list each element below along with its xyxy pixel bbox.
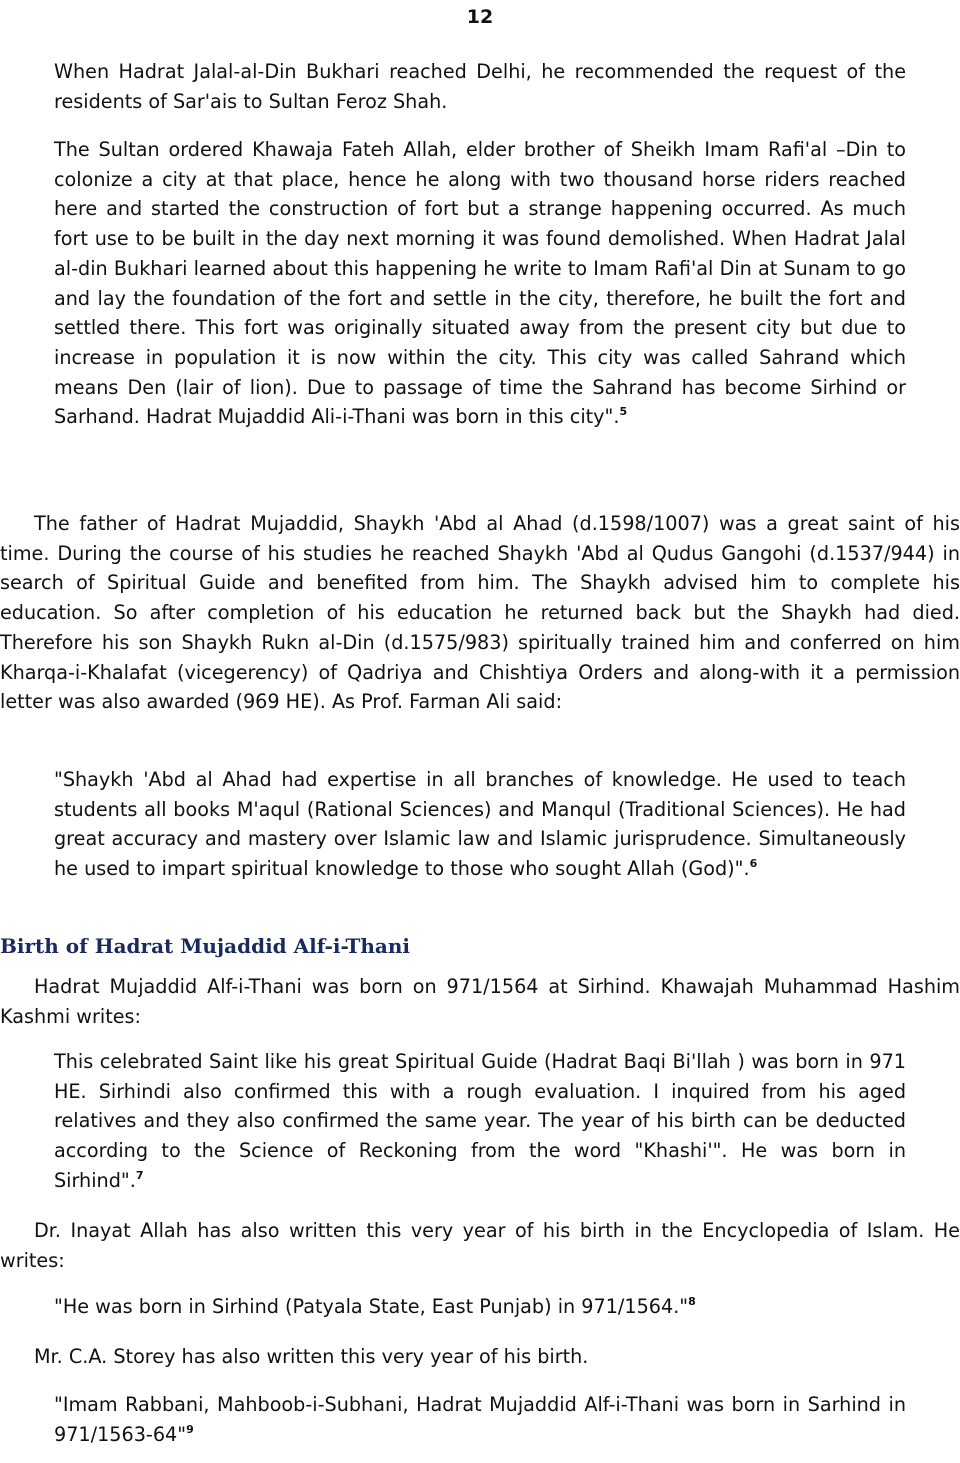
paragraph-birth xyxy=(0,972,960,1031)
quote-block-storey xyxy=(54,1390,906,1449)
quote-block-sultan-feroz xyxy=(54,57,906,116)
paragraph-text: Hadrat Mujaddid Alf-i-Thani was born on 971/1564 at Sirhind. Khawajah Muhammad Hashim Kashmi writes: xyxy=(0,975,960,1028)
quote-block-farman-ali xyxy=(54,765,906,884)
page-number: 12 xyxy=(466,6,494,28)
footnote-marker[interactable]: 5 xyxy=(619,405,628,419)
quote-text: This celebrated Saint like his great Spiritual Guide (Hadrat Baqi Bi'llah ) was born in 971 HE. Sirhindi also confirmed this with a rough evaluation. I inquired from his aged relatives and they also confirmed the same year. The year of his birth can be deducted according to the Science of Reckoning from the word "Khashi'". He was born in Sirhind". xyxy=(54,1050,906,1192)
paragraph-text: The father of Hadrat Mujaddid, Shaykh 'Abd al Ahad (d.1598/1007) was a great saint of his time. During the course of his studies he reached Shaykh 'Abd al Qudus Gangohi (d.1537/944) in search of Spiritual Guide and benefited from him. The Shaykh advised him to complete his education. So after completion of his education he returned back but the Shaykh had died. Therefore his son Shaykh Rukn al-Din (d.1575/983) spiritually trained him and conferred on him Kharqa-i-Khalafat (vicegerency) of Qadriya and Chishtiya Orders and along-with it a permission letter was also awarded (969 HE). As Prof. Farman Ali said: xyxy=(0,512,960,714)
footnote-marker[interactable]: 9 xyxy=(186,1422,194,1436)
footnote-marker[interactable]: 6 xyxy=(749,857,758,871)
quote-text: "Shaykh 'Abd al Ahad had expertise in all branches of knowledge. He used to teach students all books M'aqul (Rational Sciences) and Manqul (Traditional Sciences). He had great accuracy and mastery over Islamic law and Islamic jurisprudence. Simultaneously he used to impart spiritual knowledge to those who sought Allah (God)". xyxy=(54,768,906,881)
quote-block-kashmi xyxy=(54,1047,906,1196)
paragraph-inayat-allah xyxy=(0,1216,960,1275)
footnote-marker[interactable]: 7 xyxy=(135,1168,144,1182)
quote-text: The Sultan ordered Khawaja Fateh Allah, elder brother of Sheikh Imam Rafi'al –Din to colonize a city at that place, hence he along with two thousand horse riders reached here and started the construction of fort but a strange happening occurred. As much fort use to be built in the day next morning it was found demolished. When Hadrat Jalal al-din Bukhari learned about this happening he write to Imam Rafi'al Din at Sunam to go and lay the foundation of the fort and settle in the city, therefore, he built the fort and settled there. This fort was originally situated away from the present city but due to increase in population it is now within the city. This city was called Sahrand which means Den (lair of lion). Due to passage of time the Sahrand has become Sirhind or Sarhand. Hadrat Mujaddid Ali-i-Thani was born in this city". xyxy=(54,138,906,429)
quote-text: "He was born in Sirhind (Patyala State, East Punjab) in 971/1564." xyxy=(54,1295,689,1318)
paragraph-father xyxy=(0,509,960,717)
paragraph-text: Mr. C.A. Storey has also written this very year of his birth. xyxy=(34,1345,589,1368)
footnote-marker[interactable]: 8 xyxy=(688,1295,696,1308)
quote-text: When Hadrat Jalal-al-Din Bukhari reached Delhi, he recommended the request of the residents of Sar'ais to Sultan Feroz Shah. xyxy=(54,60,906,113)
quote-block-encyclopedia xyxy=(54,1292,934,1322)
paragraph-storey xyxy=(0,1342,960,1372)
section-heading: Birth of Hadrat Mujaddid Alf-i-Thani xyxy=(0,934,411,958)
paragraph-text: Dr. Inayat Allah has also written this very year of his birth in the Encyclopedia of Islam. He writes: xyxy=(0,1219,960,1272)
quote-block-sirhind-history xyxy=(54,135,906,432)
quote-text: "Imam Rabbani, Mahboob-i-Subhani, Hadrat Mujaddid Alf-i-Thani was born in Sarhind in 971/1563-64" xyxy=(54,1393,906,1446)
